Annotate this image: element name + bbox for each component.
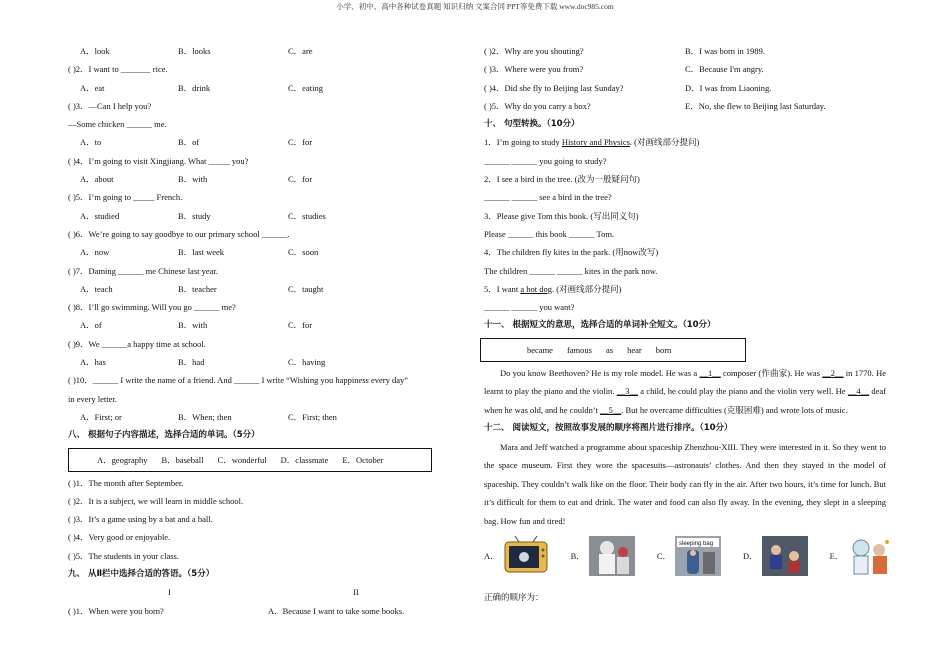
s10-item-4: 4．The children fly kites in the park. (用now改写) — [484, 247, 659, 258]
s10-item-3: 3．Please give Tom this book. (写出同义句) — [484, 210, 639, 221]
question-10: ( )10．______ I write the name of a friend. And ______ I write “Wishing you happiness every day” — [68, 375, 409, 386]
s10-answer-2: ______ ______ see a bird in the tree? — [484, 192, 612, 203]
section-11-title: 十一、 根据短文的意思，选择合适的单词补全短文。（10分） — [484, 320, 716, 331]
picture-label-d: D． — [742, 551, 758, 562]
section-11-passage — [484, 364, 886, 420]
option-a: A．has — [80, 357, 106, 368]
blank-4: __4__ — [847, 386, 870, 397]
picture-label-e: E． — [829, 551, 844, 562]
section-12-title: 十二、 阅读短文，按照故事发展的顺序将图片进行排序。（10分） — [484, 423, 733, 434]
s10-answer-4: The children ______ ______ kites in the park now. — [484, 265, 658, 276]
option-c: C．First; then — [288, 411, 337, 422]
word-option: E．October — [342, 454, 384, 465]
word-option: A．geography — [97, 454, 148, 465]
blank-2: __2__ — [822, 367, 844, 378]
word-option: hear — [627, 344, 642, 355]
s10-answer-5: ______ ______ you want? — [484, 302, 575, 313]
section-10-title: 十、 句型转换。（10分） — [484, 119, 580, 130]
sec9-answer: D．I was from Liaoning. — [685, 82, 772, 93]
sec9-question-1: ( )1．When were you born? — [68, 605, 164, 616]
picture-label-a: A． — [484, 551, 499, 562]
option-b: B．with — [178, 320, 208, 331]
option-b: B．looks — [178, 46, 211, 56]
sec9-row-5 — [484, 97, 886, 115]
eating-in-space-picture — [847, 536, 893, 576]
passage-text: . But he overcame difficulties (克服困难) and wrote lots of music. — [621, 404, 848, 415]
question-5: ( )5．I’m going to _____ French. — [68, 192, 183, 203]
question-3-line2: —Some chicken ______ me. — [68, 119, 167, 130]
q9-options — [68, 353, 468, 371]
sec9-question: ( )5．Why do you carry a box? — [484, 100, 591, 111]
option-a: A．studied — [80, 210, 120, 221]
option-a: A．of — [80, 320, 102, 331]
option-b: B．had — [178, 357, 205, 368]
question-3: ( )3．—Can I help you? — [68, 100, 152, 111]
question-4: ( )4．I’m going to visit Xingjiang. What _____ you? — [68, 155, 249, 166]
tv-spaceship-picture — [503, 536, 549, 576]
option-b: B．teacher — [178, 283, 217, 294]
s10-item-5 — [484, 280, 886, 298]
option-c: C．for — [288, 137, 313, 148]
option-a: A．eat — [80, 82, 105, 93]
section-9-title: 九、 从Ⅱ栏中选择合适的答语。（5分） — [68, 569, 215, 580]
q2-options — [68, 79, 468, 97]
sec9-row-3 — [484, 60, 886, 78]
s10-item-1 — [484, 133, 886, 151]
q10-options — [68, 408, 468, 426]
word-option: born — [655, 344, 672, 355]
option-c: C．eating — [288, 82, 323, 93]
question-7: ( )7．Daming ______ me Chinese last year. — [68, 265, 218, 276]
option-a: A．now — [80, 247, 110, 258]
q4-options — [68, 170, 468, 188]
option-b: B．last week — [178, 247, 225, 258]
picture-label-b: B． — [570, 551, 585, 562]
option-c: C．are — [288, 46, 313, 56]
blank-5: __5__ — [599, 404, 622, 415]
option-c: C．taught — [288, 283, 324, 294]
s10-1-instruction: . (对画线部分提问) — [629, 137, 700, 148]
passage-text: a child, he could play the piano and the violin very well. He — [637, 386, 848, 397]
s10-5-text: 5．I want — [484, 283, 521, 294]
q7-options — [68, 280, 468, 298]
option-a: A．to — [80, 137, 102, 148]
section-11-word-box — [480, 338, 746, 362]
sleeping-bag-picture — [675, 536, 721, 576]
option-a: A．look — [80, 46, 110, 56]
sec8-item-5: ( )5．The students in your class. — [68, 550, 179, 561]
q8-options — [68, 316, 468, 334]
sec8-item-1: ( )1．The month after September. — [68, 477, 184, 488]
sec9-row-2 — [484, 42, 886, 60]
sec8-item-4: ( )4．Very good or enjoyable. — [68, 532, 171, 543]
s10-answer-1: ______ ______ you going to study? — [484, 155, 607, 166]
column-i-header: I — [168, 587, 171, 598]
option-c: C．for — [288, 320, 313, 331]
picture-label-c: C． — [656, 551, 671, 562]
answer-order-label: 正确的顺序为： — [484, 592, 544, 603]
blank-3: __3__ — [616, 386, 638, 397]
sec9-row-1 — [68, 602, 468, 620]
question-6: ( )6．We’re going to say goodbye to our primary school ______. — [68, 228, 290, 239]
passage-text: in 1770. He learnt to play the piano and the violin. — [484, 367, 886, 397]
word-option: C．wonderful — [217, 454, 267, 465]
option-b: B．When; then — [178, 411, 232, 422]
sec8-item-3: ( )3．It’s a game using by a bat and a ball. — [68, 514, 213, 525]
sec9-answer-a: A．Because I want to take some books. — [268, 605, 405, 616]
option-c: C．having — [288, 357, 326, 368]
sec9-question: ( )4．Did she fly to Beijing last Sunday? — [484, 82, 624, 93]
option-c: C．soon — [288, 247, 319, 258]
picture-caption: sleeping bag — [678, 541, 714, 548]
option-b: B．drink — [178, 82, 211, 93]
word-option: D．classmate — [280, 454, 329, 465]
option-a: A．First; or — [80, 411, 122, 422]
option-b: B．study — [178, 210, 211, 221]
passage-text: composer (作曲家). He was — [720, 367, 823, 378]
word-option: B．baseball — [161, 454, 204, 465]
option-b: B．of — [178, 137, 200, 148]
q3-options — [68, 133, 468, 151]
sec9-question: ( )2．Why are you shouting? — [484, 46, 584, 56]
s10-answer-3: Please ______ this book ______ Tom. — [484, 228, 615, 239]
option-c: C．studies — [288, 210, 326, 221]
blank-1: __1__ — [699, 367, 721, 378]
column-headers — [68, 583, 468, 601]
section-12-passage: Mara and Jeff watched a programme about spaceship Zhenzhou-XIII. They were interested in it. So they went to the space museum. First they wore the spacesuits—astronauts’ clothes. And then they stayed in the model of spaceship. They couldn’t walk like on the floor. Their body can fly in the air. After two hours, it’s time for lunch. But it’s difficult for them to eat and drink. The water and food can also fly away. In the evening, they slept in a sleeping bag. How fun and tired! — [484, 441, 886, 526]
passage-text: Do you know Beethoven? He is my role model. He was a — [500, 367, 700, 378]
spacesuit-picture — [589, 536, 635, 576]
sec9-row-4 — [484, 79, 886, 97]
word-option: became — [527, 344, 553, 355]
word-option: as — [605, 344, 614, 355]
left-column — [68, 42, 468, 620]
option-c: C．for — [288, 174, 313, 185]
word-option: famous — [566, 344, 592, 355]
sec9-answer: E．No, she flew to Beijing last Saturday. — [685, 100, 826, 111]
question-9: ( )9．We ______a happy time at school. — [68, 338, 206, 349]
s10-1-underlined: History and Physics — [561, 137, 630, 148]
question-8: ( )8．I’ll go swimming. Will you go ______ me? — [68, 302, 236, 313]
q6-options — [68, 243, 468, 261]
sec9-answer: C．Because I'm angry. — [685, 64, 764, 75]
s10-5-underlined: a hot dog — [520, 283, 552, 294]
option-a: A．about — [80, 174, 114, 185]
option-a: A．teach — [80, 283, 113, 294]
section-8-title: 八、 根据句子内容描述，选择合适的单词。（5分） — [68, 430, 260, 441]
s10-item-2: 2．I see a bird in the tree. (改为一般疑问句) — [484, 174, 640, 185]
picture-options — [484, 534, 886, 578]
sec9-question: ( )3．Where were you from? — [484, 64, 584, 75]
sec9-answer: B．I was born in 1989. — [685, 46, 766, 56]
question-2: ( )2．I want to _______ rice. — [68, 64, 168, 75]
option-b: B．with — [178, 174, 208, 185]
question-10-line2: in every letter. — [68, 393, 117, 404]
floating-astronauts-picture — [762, 536, 808, 576]
page-header: 小学、初中、高中各种试卷真题 知识归纳 文案合同 PPT等免费下载 www.doc985.com — [336, 2, 614, 11]
q5-options — [68, 207, 468, 225]
column-ii-header: II — [353, 587, 359, 598]
section-8-word-box — [68, 448, 432, 472]
s10-5-instruction: . (对画线部分提问) — [552, 283, 622, 294]
q1-options — [68, 42, 468, 60]
s10-1-text: 1．I’m going to study — [484, 137, 562, 148]
right-column — [484, 42, 886, 606]
sec8-item-2: ( )2．It is a subject, we will learn in middle school. — [68, 495, 244, 506]
passage-text: deaf when he was old, and he couldn’t — [484, 386, 886, 415]
